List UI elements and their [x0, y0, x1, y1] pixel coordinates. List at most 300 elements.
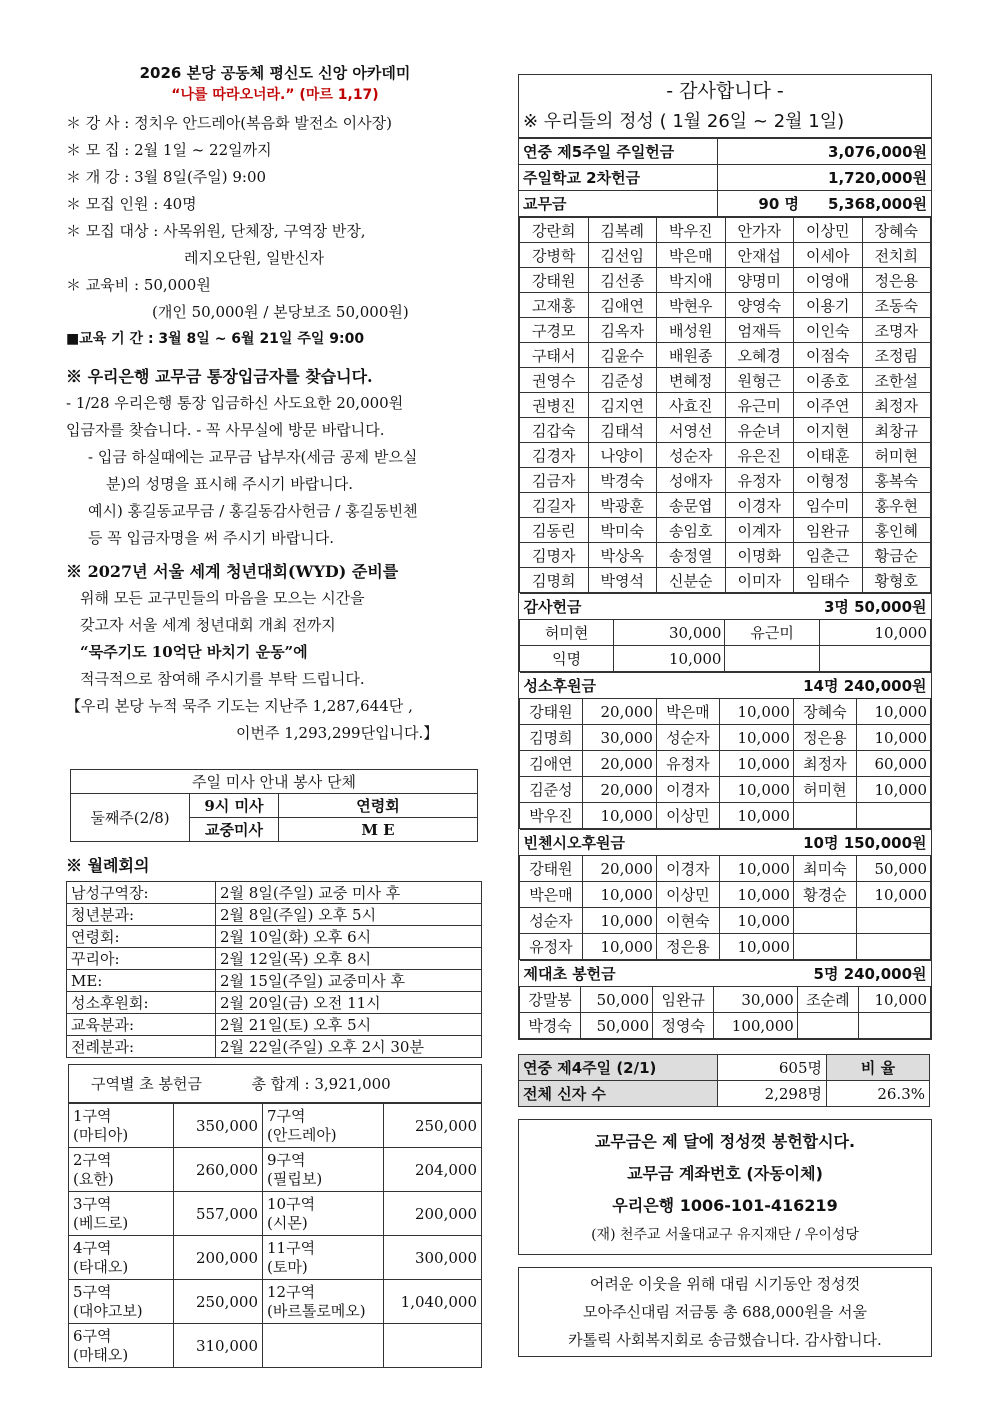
offering-count [718, 139, 804, 165]
meeting-group: 전례분과: [67, 1036, 216, 1058]
donor-name: 유근미 [725, 393, 794, 418]
offering-count [718, 165, 804, 191]
district-patron: (바르톨로메오) [267, 1301, 366, 1320]
district-patron: (타대오) [73, 1257, 129, 1276]
donor-name: 이용기 [794, 293, 863, 318]
meeting-time: 2월 22일(주일) 오후 2시 30분 [216, 1036, 482, 1058]
ratio-value: 26.3% [827, 1081, 930, 1107]
account-box [518, 1119, 932, 1255]
gyomu-names-table [519, 217, 931, 593]
meeting-time: 2월 21일(토) 오후 5시 [216, 1014, 482, 1036]
donation-amount [856, 908, 930, 934]
academy-item: 레지오단원, 일반신자 [184, 249, 324, 267]
academy-item: ＊ 모집 대상 : 사목위원, 단체장, 구역장 반장, [66, 222, 366, 240]
district-name [69, 1104, 174, 1148]
offering-amount: 3,076,000원 [803, 139, 931, 165]
donor-name: 김애연 [588, 293, 657, 318]
donor-name: 김옥자 [588, 318, 657, 343]
gyomu-names-row [520, 518, 931, 543]
donor-name: 김길자 [520, 493, 589, 518]
district-rows [68, 1103, 482, 1368]
district-number: 1구역 [73, 1106, 112, 1125]
donation-amount: 20,000 [582, 777, 656, 803]
wyd-rosary-line: 이번주 1,293,299단입니다.】 [236, 724, 439, 742]
district-number: 6구역 [73, 1326, 112, 1345]
district-number: 5구역 [73, 1282, 112, 1301]
offering-count: 90 명 [718, 191, 804, 217]
lent-box [518, 1267, 932, 1357]
donor-name: 박상옥 [588, 543, 657, 568]
offering-label: 주일학교 2차헌금 [519, 165, 718, 191]
district-patron: (시몬) [267, 1213, 308, 1232]
donor-name: 이점숙 [794, 343, 863, 368]
offering-summary-row [519, 191, 931, 217]
donor-name [793, 934, 856, 960]
donor-name: 구경모 [520, 318, 589, 343]
donor-name: 송정열 [657, 543, 726, 568]
thanks-title: - 감사합니다 - [666, 80, 784, 102]
donor-name: 김선임 [588, 243, 657, 268]
district-patron: (필립보) [267, 1169, 323, 1188]
donor-name: 박영석 [588, 568, 657, 593]
vincent-count: 10명 [803, 834, 839, 852]
donation-amount: 30,000 [714, 987, 798, 1013]
bank-notice-title: ※ 우리은행 교무금 통장입금자를 찾습니다. [66, 367, 373, 386]
district-row [69, 1148, 482, 1192]
district-amount: 557,000 [174, 1192, 263, 1236]
donor-name: 황경순 [793, 882, 856, 908]
donor-name: 이미자 [725, 568, 794, 593]
wyd-line: 갖고자 서울 세계 청년대회 개최 전까지 [80, 616, 336, 634]
district-name [69, 1148, 174, 1192]
district-amount: 200,000 [174, 1236, 263, 1280]
seongso-row [520, 803, 931, 829]
vincent-header [520, 830, 931, 856]
donor-name: 송임호 [657, 518, 726, 543]
donor-name: 김선종 [588, 268, 657, 293]
donor-name: 이경자 [725, 493, 794, 518]
meeting-time: 2월 8일(주일) 교중 미사 후 [216, 882, 482, 904]
academy-item: ＊ 교육비 : 50,000원 [66, 276, 211, 294]
meetings-table [66, 881, 482, 1058]
bank-notice-line: 입금자를 찾습니다. - 꼭 사무실에 방문 바랍니다. [66, 421, 385, 439]
donor-name: 정은용 [656, 934, 719, 960]
donation-amount: 10,000 [719, 856, 793, 882]
district-row [69, 1192, 482, 1236]
gamsa-count: 3명 [823, 598, 849, 616]
donor-name: 강태원 [520, 699, 583, 725]
gyomu-names-row [520, 493, 931, 518]
offering-title: ※ 우리들의 정성 ( 1월 26일 ~ 2월 1일) [519, 107, 931, 138]
donation-amount: 10,000 [819, 620, 930, 646]
donor-name: 성순자 [657, 443, 726, 468]
left-column [66, 62, 484, 1368]
donor-name: 박은매 [656, 699, 719, 725]
academy-title: 2026 본당 공동체 평신도 신앙 아카데미 [139, 64, 411, 82]
donor-name: 익명 [520, 646, 614, 672]
offering-label: 교무금 [519, 191, 718, 217]
donor-name: 이현숙 [656, 908, 719, 934]
jedaecho-row [520, 1013, 931, 1039]
donation-amount: 10,000 [719, 908, 793, 934]
meeting-group: 남성구역장: [67, 882, 216, 904]
district-amount: 204,000 [384, 1148, 482, 1192]
gyomu-names-row [520, 443, 931, 468]
donor-name: 홍인혜 [862, 518, 931, 543]
district-row [69, 1280, 482, 1324]
gamsa-amount: 50,000원 [854, 598, 927, 616]
donor-name: 홍우현 [862, 493, 931, 518]
donor-name: 이상민 [794, 218, 863, 243]
seongso-row [520, 699, 931, 725]
donor-name: 박경숙 [588, 468, 657, 493]
donation-amount: 20,000 [582, 699, 656, 725]
district-amount: 260,000 [174, 1148, 263, 1192]
seongso-count: 14명 [803, 677, 839, 695]
lent-line: 모아주신대림 저금통 총 688,000원을 서울 [583, 1303, 867, 1321]
donation-amount: 10,000 [582, 908, 656, 934]
donor-name: 오혜경 [725, 343, 794, 368]
donor-name: 최미숙 [793, 856, 856, 882]
donor-name: 박광훈 [588, 493, 657, 518]
meeting-time: 2월 10일(화) 오후 6시 [216, 926, 482, 948]
attendance-table [518, 1054, 930, 1107]
mass-service-week: 둘째주(2/8) [71, 794, 190, 842]
ratio-label: 비 율 [827, 1055, 930, 1081]
meeting-group: 교육분과: [67, 1014, 216, 1036]
donor-name: 김경자 [520, 443, 589, 468]
meeting-time: 2월 15일(주일) 교중미사 후 [216, 970, 482, 992]
donor-name: 김명자 [520, 543, 589, 568]
donor-name: 박미숙 [588, 518, 657, 543]
wyd-line: “묵주기도 10억단 바치기 운동”에 [80, 643, 308, 661]
total-members-value: 2,298명 [718, 1081, 827, 1107]
mass-time: 교중미사 [190, 818, 279, 842]
donor-name: 임춘근 [794, 543, 863, 568]
district-number: 7구역 [267, 1106, 306, 1125]
district-name [263, 1148, 384, 1192]
donor-name: 권병진 [520, 393, 589, 418]
donation-amount [819, 646, 930, 672]
mass-group: M E [279, 818, 478, 842]
meeting-group: 꾸리아: [67, 948, 216, 970]
wyd-rosary-line: 【우리 본당 누적 묵주 기도는 지난주 1,287,644단 , [66, 697, 413, 715]
donor-name: 이종호 [794, 368, 863, 393]
donor-name: 김준성 [520, 777, 583, 803]
vincent-row [520, 934, 931, 960]
vincent-header-cell [520, 830, 931, 856]
donation-amount: 50,000 [581, 987, 653, 1013]
donor-name [797, 1013, 858, 1039]
donor-name: 권영수 [520, 368, 589, 393]
gyomu-names-row [520, 243, 931, 268]
donation-amount: 20,000 [582, 751, 656, 777]
donor-name: 이형정 [794, 468, 863, 493]
donor-name: 조순례 [797, 987, 858, 1013]
donor-name: 신분순 [657, 568, 726, 593]
donor-name: 김윤수 [588, 343, 657, 368]
district-name [263, 1324, 384, 1368]
donor-name: 사효진 [657, 393, 726, 418]
district-total: 3,921,000 [314, 1075, 391, 1093]
district-number: 10구역 [267, 1194, 316, 1213]
donation-amount [856, 803, 930, 829]
meeting-group: 청년분과: [67, 904, 216, 926]
seongso-label: 성소후원금 [523, 677, 596, 695]
donor-name: 이경자 [656, 856, 719, 882]
district-patron: (마티아) [73, 1125, 129, 1144]
district-name [263, 1236, 384, 1280]
donation-amount: 100,000 [714, 1013, 798, 1039]
donor-name: 박은매 [520, 882, 583, 908]
donor-name: 원형근 [725, 368, 794, 393]
bank-notice-line: - 입금 하실때에는 교무금 납부자(세금 공제 받으실 [88, 448, 418, 466]
donor-name: 배성원 [657, 318, 726, 343]
offering-summary [519, 138, 931, 217]
donor-name: 나양이 [588, 443, 657, 468]
donor-name: 김복례 [588, 218, 657, 243]
gamsa-row [520, 620, 931, 646]
district-total-label: 총 합계 : [251, 1075, 310, 1093]
donor-name: 임수미 [794, 493, 863, 518]
donor-name: 김명희 [520, 725, 583, 751]
district-amount: 200,000 [384, 1192, 482, 1236]
donor-name: 조명자 [862, 318, 931, 343]
academy-subtitle: “나를 따라오너라.” (마르 1,17) [171, 87, 379, 103]
district-title: 구역별 초 봉헌금 [91, 1075, 202, 1093]
wyd-line: 위해 모든 교구민들의 마음을 모으는 시간을 [80, 589, 365, 607]
lent-line: 어려운 이웃을 위해 대림 시기동안 정성껏 [589, 1275, 861, 1293]
gyomu-names-row [520, 543, 931, 568]
donation-amount: 10,000 [719, 751, 793, 777]
donation-amount: 20,000 [582, 856, 656, 882]
gamsa-row [520, 646, 931, 672]
donor-name: 최정자 [862, 393, 931, 418]
donor-name: 김지연 [588, 393, 657, 418]
district-row [69, 1236, 482, 1280]
seongso-amount: 240,000원 [843, 677, 927, 695]
jedaecho-amount: 240,000원 [843, 965, 927, 983]
offering-summary-row [519, 165, 931, 191]
donation-amount: 10,000 [719, 803, 793, 829]
donor-name: 구태서 [520, 343, 589, 368]
donation-amount [858, 1013, 930, 1039]
donor-name: 이태훈 [794, 443, 863, 468]
district-number: 12구역 [267, 1282, 316, 1301]
vincent-row [520, 908, 931, 934]
jedaecho-header-cell [520, 961, 931, 987]
donor-name: 김준성 [588, 368, 657, 393]
donation-amount: 10,000 [858, 987, 930, 1013]
donor-name: 강란희 [520, 218, 589, 243]
vincent-row [520, 882, 931, 908]
donor-name: 유정자 [725, 468, 794, 493]
donor-name: 이인숙 [794, 318, 863, 343]
donor-name: 서영선 [657, 418, 726, 443]
mass-group: 연령회 [279, 794, 478, 818]
donor-name: 유정자 [656, 751, 719, 777]
donor-name: 이주연 [794, 393, 863, 418]
donation-amount: 10,000 [614, 646, 725, 672]
account-line: 교무금은 제 달에 정성껏 봉헌합시다. [594, 1132, 856, 1151]
jedaecho-row [520, 987, 931, 1013]
donor-name: 임완규 [794, 518, 863, 543]
account-line: 교무금 계좌번호 (자동이체) [627, 1164, 823, 1183]
mass-service-title: 주일 미사 안내 봉사 단체 [71, 770, 478, 794]
gyomu-names-row [520, 418, 931, 443]
account-number: 우리은행 1006-101-416219 [612, 1196, 838, 1215]
offering-amount: 1,720,000원 [803, 165, 931, 191]
donor-name: 유순녀 [725, 418, 794, 443]
jedaecho-header [520, 961, 931, 987]
donor-name: 조한설 [862, 368, 931, 393]
gyomu-names-row [520, 568, 931, 593]
academy-period: ■교육 기 간 : 3월 8일 ~ 6월 21일 주일 9:00 [66, 331, 365, 347]
donor-name: 허미현 [862, 443, 931, 468]
district-table [68, 1064, 482, 1103]
donor-name: 임완규 [653, 987, 714, 1013]
donation-amount: 10,000 [582, 803, 656, 829]
donor-name: 양영숙 [725, 293, 794, 318]
district-number: 11구역 [267, 1238, 316, 1257]
donation-amount: 50,000 [581, 1013, 653, 1039]
donor-name: 임태수 [794, 568, 863, 593]
district-number: 3구역 [73, 1194, 112, 1213]
donation-amount: 10,000 [856, 882, 930, 908]
donor-name: 이상민 [656, 882, 719, 908]
jedaecho-count: 5명 [813, 965, 839, 983]
donor-name: 조동숙 [862, 293, 931, 318]
donor-name: 안가자 [725, 218, 794, 243]
seongso-row [520, 751, 931, 777]
district-name [69, 1192, 174, 1236]
donor-name: 이상민 [656, 803, 719, 829]
donor-name: 정은용 [862, 268, 931, 293]
donation-amount [856, 934, 930, 960]
donor-name: 박우진 [520, 803, 583, 829]
donor-name: 박은매 [657, 243, 726, 268]
donor-name: 이지현 [794, 418, 863, 443]
gamsa-header [520, 594, 931, 620]
meeting-group: ME: [67, 970, 216, 992]
gyomu-names-row [520, 268, 931, 293]
donor-name: 강태원 [520, 268, 589, 293]
donor-name: 황형호 [862, 568, 931, 593]
academy-item: ＊ 강 사 : 정치우 안드레아(복음화 발전소 이사장) [66, 114, 392, 132]
academy-info [66, 110, 484, 353]
district-patron: (베드로) [73, 1213, 129, 1232]
district-amount: 250,000 [174, 1280, 263, 1324]
mass-time: 9시 미사 [190, 794, 279, 818]
donor-name: 황금순 [862, 543, 931, 568]
lent-line: 카톨릭 사회복지회로 송금했습니다. 감사합니다. [568, 1331, 882, 1349]
vincent-label: 빈첸시오후원금 [523, 834, 625, 852]
donor-name: 전치희 [862, 243, 931, 268]
donor-name: 강병학 [520, 243, 589, 268]
academy-item: ＊ 개 강 : 3월 8일(주일) 9:00 [66, 168, 267, 186]
donor-name: 고재홍 [520, 293, 589, 318]
bank-notice-line: 등 꼭 입금자명을 써 주시기 바랍니다. [88, 529, 334, 547]
donation-amount: 10,000 [719, 725, 793, 751]
donor-name: 박경숙 [520, 1013, 581, 1039]
donor-name: 김금자 [520, 468, 589, 493]
district-patron: (대야고보) [73, 1301, 143, 1320]
vincent-amount: 150,000원 [843, 834, 927, 852]
donor-name [793, 803, 856, 829]
district-amount: 310,000 [174, 1324, 263, 1368]
donor-name: 배원종 [657, 343, 726, 368]
donation-amount: 10,000 [856, 725, 930, 751]
district-name [263, 1104, 384, 1148]
wyd-title: ※ 2027년 서울 세계 청년대회(WYD) 준비를 [66, 562, 399, 581]
gamsa-table [519, 593, 931, 672]
district-name [263, 1192, 384, 1236]
donation-amount: 10,000 [719, 777, 793, 803]
right-column [518, 74, 932, 1357]
donation-amount: 10,000 [582, 882, 656, 908]
vincent-table [519, 829, 931, 960]
donor-name: 강말봉 [520, 987, 581, 1013]
donor-name: 박우진 [657, 218, 726, 243]
district-amount: 300,000 [384, 1236, 482, 1280]
donation-amount: 10,000 [719, 699, 793, 725]
donor-name: 성순자 [520, 908, 583, 934]
gyomu-names-row [520, 343, 931, 368]
donor-name: 김애연 [520, 751, 583, 777]
bank-notice-line: 예시) 홍길동교무금 / 홍길동감사헌금 / 홍길동빈첸 [88, 502, 418, 520]
seongso-table [519, 672, 931, 829]
district-amount [384, 1324, 482, 1368]
gyomu-names-row [520, 218, 931, 243]
district-number: 4구역 [73, 1238, 112, 1257]
district-amount: 350,000 [174, 1104, 263, 1148]
donor-name: 최정자 [793, 751, 856, 777]
donor-name: 장혜숙 [793, 699, 856, 725]
jedaecho-label: 제대초 봉헌금 [523, 965, 616, 983]
donor-name: 유근미 [725, 620, 819, 646]
district-name [263, 1280, 384, 1324]
academy-item: ＊ 모집 인원 : 40명 [66, 195, 197, 213]
donor-name: 김동린 [520, 518, 589, 543]
account-owner: (재) 천주교 서울대교구 유지재단 / 우이성당 [591, 1227, 859, 1243]
gyomu-names-row [520, 393, 931, 418]
donor-name: 유은진 [725, 443, 794, 468]
jedaecho-table [519, 960, 931, 1039]
bank-notice-line: 분)의 성명을 표시해 주시기 바랍니다. [106, 475, 354, 493]
donor-name: 정영숙 [653, 1013, 714, 1039]
district-name [69, 1324, 174, 1368]
donor-name: 이명화 [725, 543, 794, 568]
donor-name: 유정자 [520, 934, 583, 960]
donation-amount: 50,000 [856, 856, 930, 882]
donation-amount: 10,000 [582, 934, 656, 960]
donor-name [725, 646, 819, 672]
district-patron: (안드레아) [267, 1125, 337, 1144]
district-name [69, 1236, 174, 1280]
donation-amount: 30,000 [614, 620, 725, 646]
total-members-label: 전체 신자 수 [519, 1081, 718, 1107]
donor-name: 조정림 [862, 343, 931, 368]
offering-amount: 5,368,000원 [803, 191, 931, 217]
bank-notice-line: - 1/28 우리은행 통장 입금하신 사도요한 20,000원 [66, 394, 404, 412]
donation-amount: 30,000 [582, 725, 656, 751]
gyomu-names-row [520, 318, 931, 343]
donor-name: 이세아 [794, 243, 863, 268]
meeting-time: 2월 12일(목) 오후 8시 [216, 948, 482, 970]
donor-name: 김갑숙 [520, 418, 589, 443]
academy-item: (개인 50,000원 / 본당보조 50,000원) [152, 303, 409, 321]
donor-name: 엄재득 [725, 318, 794, 343]
